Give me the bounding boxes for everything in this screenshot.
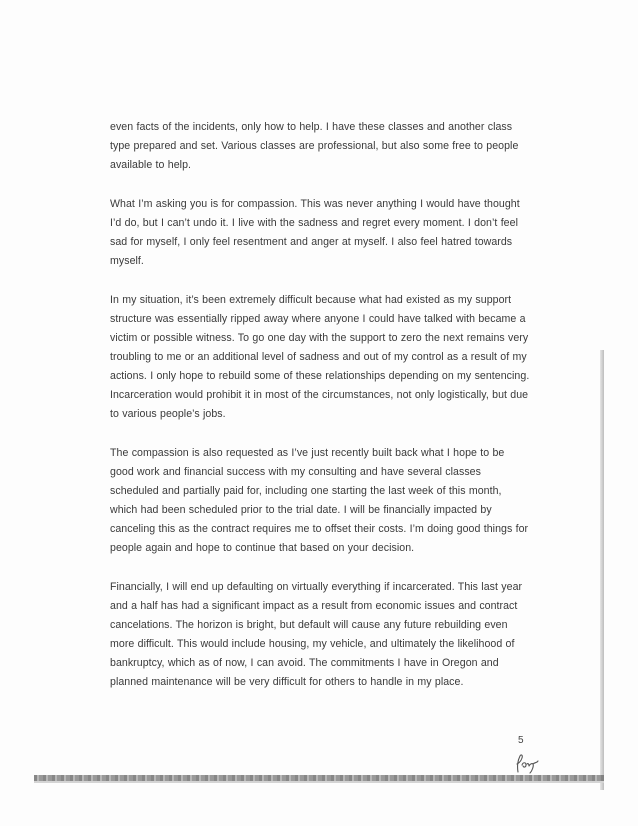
letter-body xyxy=(110,118,530,712)
paragraph-5: Financially, I will end up defaulting on virtually everything if incarcerated. This last year and a half has had a significant impact as a result from economic issues and contract cancelations. The horizon is bright, but default will cause any future rebuilding even more difficult. This would include housing, my vehicle, and ultimately the likelihood of bankruptcy, which as of now, I can avoid. The commitments I have in Oregon and planned maintenance will be very difficult for others to handle in my place. xyxy=(110,581,523,688)
paragraph-3: In my situation, it’s been extremely difficult because what had existed as my support structure was essentially ripped away where anyone I could have talked with became a victim or possible witness. To go one day with the support to zero the next remains very troubling to me or an additional level of sadness and out of my control as a result of my actions. I only hope to rebuild some of these relationships depending on my sentencing. Incarceration would prohibit it in most of the circumstances, not only logistically, but due to various people’s jobs. xyxy=(110,294,530,420)
paragraph-2: What I’m asking you is for compassion. This was never anything I would have thought I’d do, but I can’t undo it. I live with the sadness and regret every moment. I don’t feel sad for myself, I only feel resentment and anger at myself. I also feel hatred towards myself. xyxy=(110,198,520,267)
paragraph-1: even facts of the incidents, only how to help. I have these classes and another class type prepared and set. Various classes are professional, but also some free to people available to help. xyxy=(110,121,519,171)
scan-edge-shadow xyxy=(600,350,604,790)
paragraph-4: The compassion is also requested as I’ve just recently built back what I hope to be good work and financial success with my consulting and have several classes scheduled and partially paid for, including one starting the last week of this month, which had been scheduled prior to the trial date. I will be financially impacted by canceling this as the contract requires me to offset their costs. I’m doing good things for people again and hope to continue that based on your decision. xyxy=(110,447,529,554)
scan-bottom-edge-highlight xyxy=(34,781,604,783)
page-number: 5 xyxy=(518,735,524,746)
handwritten-initials-icon xyxy=(513,752,541,774)
